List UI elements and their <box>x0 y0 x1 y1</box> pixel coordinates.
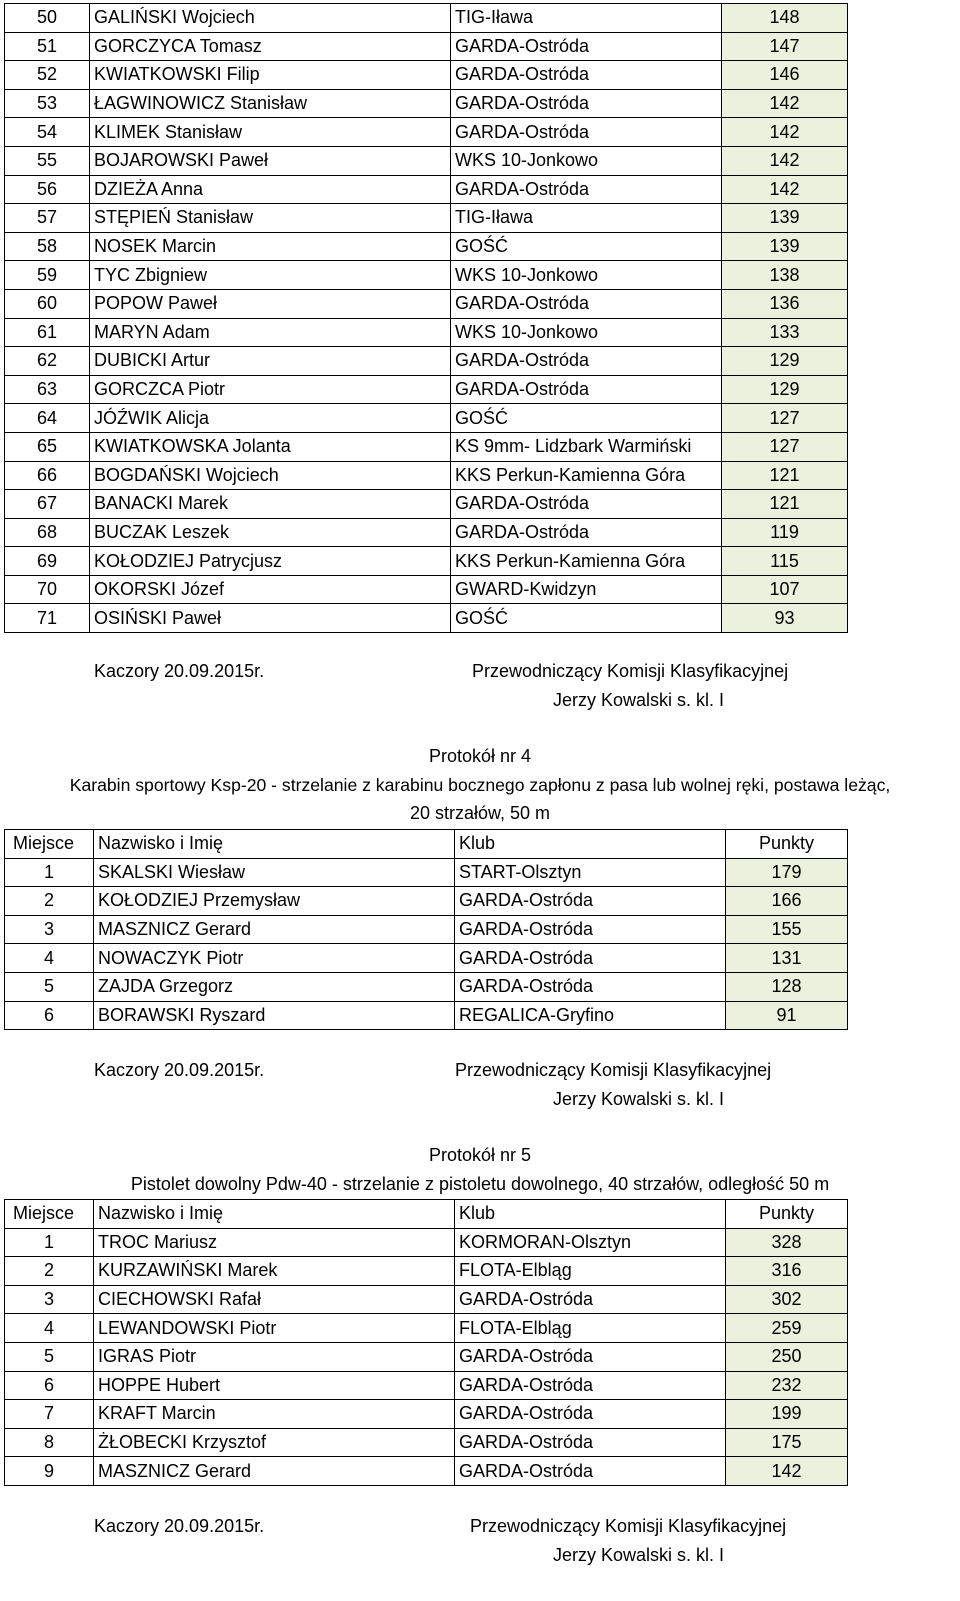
protocol-5-subtitle: Pistolet dowolny Pdw-40 - strzelanie z pistoletu dowolnego, 40 strzałów, odległość 50 m <box>130 1174 830 1194</box>
cell-club: GARDA-Ostróda <box>451 490 722 519</box>
cell-place: 5 <box>5 1342 94 1371</box>
table-row <box>5 915 848 944</box>
cell-points: 328 <box>726 1228 848 1257</box>
table-row <box>5 347 848 376</box>
cell-club: GARDA-Ostróda <box>455 1371 726 1400</box>
cell-name: NOWACZYK Piotr <box>94 944 455 973</box>
cell-points: 139 <box>722 204 848 233</box>
cell-place: 67 <box>5 490 90 519</box>
protocol-4-subtitle-line1: Karabin sportowy Ksp-20 - strzelanie z karabinu bocznego zapłonu z pasa lub wolnej ręki, postawa leżąc, <box>69 775 891 795</box>
cell-club: GARDA-Ostróda <box>455 1342 726 1371</box>
cell-name: KWIATKOWSKA Jolanta <box>90 432 451 461</box>
cell-name: DUBICKI Artur <box>90 347 451 376</box>
results-table-continued <box>4 3 848 633</box>
cell-name: KWIATKOWSKI Filip <box>90 61 451 90</box>
table-row <box>5 404 848 433</box>
cell-name: MASZNICZ Gerard <box>94 1457 455 1486</box>
cell-name: TROC Mariusz <box>94 1228 455 1257</box>
protocol-4-header-row <box>5 830 848 859</box>
cell-place: 64 <box>5 404 90 433</box>
protocol-5-body <box>5 1228 848 1485</box>
cell-place: 3 <box>5 1285 94 1314</box>
cell-name: STĘPIEŃ Stanisław <box>90 204 451 233</box>
protocol-5-header-row <box>5 1200 848 1229</box>
cell-name: KRAFT Marcin <box>94 1400 455 1429</box>
cell-club: GOŚĆ <box>451 604 722 633</box>
cell-name: HOPPE Hubert <box>94 1371 455 1400</box>
cell-name: SKALSKI Wiesław <box>94 858 455 887</box>
cell-club: GARDA-Ostróda <box>455 1428 726 1457</box>
cell-place: 4 <box>5 1314 94 1343</box>
cell-name: KURZAWIŃSKI Marek <box>94 1257 455 1286</box>
table-row <box>5 32 848 61</box>
cell-points: 232 <box>726 1371 848 1400</box>
table-row <box>5 1371 848 1400</box>
cell-place: 57 <box>5 204 90 233</box>
chair-title-1: Przewodniczący Komisji Klasyfikacyjnej <box>472 661 789 681</box>
table-row <box>5 1314 848 1343</box>
cell-points: 138 <box>722 261 848 290</box>
cell-name: GORCZCA Piotr <box>90 375 451 404</box>
cell-club: GARDA-Ostróda <box>451 32 722 61</box>
cell-points: 155 <box>726 915 848 944</box>
cell-place: 71 <box>5 604 90 633</box>
cell-place: 3 <box>5 915 94 944</box>
cell-name: IGRAS Piotr <box>94 1342 455 1371</box>
cell-place: 62 <box>5 347 90 376</box>
cell-club: WKS 10-Jonkowo <box>451 146 722 175</box>
table-row <box>5 1428 848 1457</box>
table-row <box>5 61 848 90</box>
chair-title-2: Przewodniczący Komisji Klasyfikacyjnej <box>455 1060 772 1080</box>
cell-club: GARDA-Ostróda <box>451 118 722 147</box>
cell-club: GARDA-Ostróda <box>455 972 726 1001</box>
cell-points: 179 <box>726 858 848 887</box>
cell-points: 129 <box>722 347 848 376</box>
table-row <box>5 146 848 175</box>
table-row <box>5 518 848 547</box>
cell-name: BORAWSKI Ryszard <box>94 1001 455 1030</box>
chair-name-3: Jerzy Kowalski s. kl. I <box>553 1545 725 1565</box>
table-row <box>5 232 848 261</box>
cell-place: 50 <box>5 4 90 33</box>
table-row <box>5 375 848 404</box>
cell-place: 2 <box>5 887 94 916</box>
cell-points: 121 <box>722 461 848 490</box>
cell-name: BUCZAK Leszek <box>90 518 451 547</box>
cell-points: 115 <box>722 547 848 576</box>
cell-club: GOŚĆ <box>451 232 722 261</box>
table-row <box>5 1228 848 1257</box>
cell-points: 250 <box>726 1342 848 1371</box>
cell-name: JÓŹWIK Alicja <box>90 404 451 433</box>
cell-club: KKS Perkun-Kamienna Góra <box>451 547 722 576</box>
header-club: Klub <box>455 830 726 859</box>
header-points: Punkty <box>726 1200 848 1229</box>
cell-place: 60 <box>5 289 90 318</box>
cell-name: OSIŃSKI Paweł <box>90 604 451 633</box>
cell-club: KORMORAN-Olsztyn <box>455 1228 726 1257</box>
protocol-4-title: Protokół nr 4 <box>428 746 532 766</box>
cell-points: 142 <box>722 89 848 118</box>
chair-title-3: Przewodniczący Komisji Klasyfikacyjnej <box>470 1516 787 1536</box>
table-row <box>5 432 848 461</box>
table-row <box>5 944 848 973</box>
cell-club: WKS 10-Jonkowo <box>451 261 722 290</box>
header-name: Nazwisko i Imię <box>94 830 455 859</box>
cell-points: 119 <box>722 518 848 547</box>
cell-points: 133 <box>722 318 848 347</box>
protocol-4-table <box>4 829 848 1030</box>
protocol-4-subtitle-line2: 20 strzałów, 50 m <box>409 803 551 823</box>
table-row <box>5 490 848 519</box>
cell-club: GARDA-Ostróda <box>451 518 722 547</box>
cell-points: 136 <box>722 289 848 318</box>
cell-club: GARDA-Ostróda <box>451 61 722 90</box>
cell-name: MARYN Adam <box>90 318 451 347</box>
cell-points: 127 <box>722 404 848 433</box>
cell-name: KOŁODZIEJ Przemysław <box>94 887 455 916</box>
cell-name: ŻŁOBECKI Krzysztof <box>94 1428 455 1457</box>
cell-club: FLOTA-Elbląg <box>455 1257 726 1286</box>
table-row <box>5 4 848 33</box>
cell-club: TIG-Iława <box>451 4 722 33</box>
cell-club: GARDA-Ostróda <box>451 289 722 318</box>
table-row <box>5 887 848 916</box>
cell-name: GALIŃSKI Wojciech <box>90 4 451 33</box>
chair-name-2: Jerzy Kowalski s. kl. I <box>553 1089 725 1109</box>
table-row <box>5 1285 848 1314</box>
cell-place: 52 <box>5 61 90 90</box>
cell-points: 139 <box>722 232 848 261</box>
cell-name: KLIMEK Stanisław <box>90 118 451 147</box>
cell-points: 142 <box>726 1457 848 1486</box>
cell-place: 68 <box>5 518 90 547</box>
cell-points: 107 <box>722 575 848 604</box>
cell-club: GARDA-Ostróda <box>455 915 726 944</box>
cell-place: 58 <box>5 232 90 261</box>
cell-place: 61 <box>5 318 90 347</box>
cell-club: GOŚĆ <box>451 404 722 433</box>
cell-place: 53 <box>5 89 90 118</box>
cell-name: CIECHOWSKI Rafał <box>94 1285 455 1314</box>
cell-place: 65 <box>5 432 90 461</box>
header-place: Miejsce <box>5 830 94 859</box>
cell-points: 302 <box>726 1285 848 1314</box>
table-row <box>5 575 848 604</box>
cell-points: 91 <box>726 1001 848 1030</box>
cell-name: MASZNICZ Gerard <box>94 915 455 944</box>
cell-place: 63 <box>5 375 90 404</box>
cell-place: 51 <box>5 32 90 61</box>
cell-points: 121 <box>722 490 848 519</box>
table-row <box>5 1457 848 1486</box>
cell-place: 56 <box>5 175 90 204</box>
cell-place: 6 <box>5 1001 94 1030</box>
cell-name: OKORSKI Józef <box>90 575 451 604</box>
table-row <box>5 547 848 576</box>
table-row <box>5 289 848 318</box>
results-table-body <box>5 4 848 633</box>
cell-points: 147 <box>722 32 848 61</box>
cell-club: REGALICA-Gryfino <box>455 1001 726 1030</box>
cell-place: 70 <box>5 575 90 604</box>
cell-points: 129 <box>722 375 848 404</box>
cell-name: TYC Zbigniew <box>90 261 451 290</box>
cell-name: LEWANDOWSKI Piotr <box>94 1314 455 1343</box>
table-row <box>5 261 848 290</box>
cell-place: 8 <box>5 1428 94 1457</box>
cell-place: 2 <box>5 1257 94 1286</box>
cell-points: 259 <box>726 1314 848 1343</box>
cell-points: 148 <box>722 4 848 33</box>
cell-points: 142 <box>722 118 848 147</box>
cell-place: 9 <box>5 1457 94 1486</box>
header-place: Miejsce <box>5 1200 94 1229</box>
place-date-1: Kaczory 20.09.2015r. <box>94 661 265 681</box>
cell-points: 146 <box>722 61 848 90</box>
cell-club: START-Olsztyn <box>455 858 726 887</box>
table-row <box>5 89 848 118</box>
table-row <box>5 1342 848 1371</box>
cell-place: 55 <box>5 146 90 175</box>
cell-name: BOGDAŃSKI Wojciech <box>90 461 451 490</box>
cell-points: 131 <box>726 944 848 973</box>
chair-name-1: Jerzy Kowalski s. kl. I <box>553 690 725 710</box>
cell-club: GARDA-Ostróda <box>451 347 722 376</box>
table-row <box>5 858 848 887</box>
cell-club: TIG-Iława <box>451 204 722 233</box>
cell-points: 316 <box>726 1257 848 1286</box>
cell-place: 59 <box>5 261 90 290</box>
cell-club: FLOTA-Elbląg <box>455 1314 726 1343</box>
cell-club: GARDA-Ostróda <box>455 944 726 973</box>
cell-points: 142 <box>722 175 848 204</box>
cell-place: 1 <box>5 1228 94 1257</box>
place-date-3: Kaczory 20.09.2015r. <box>94 1516 265 1536</box>
cell-name: ŁAGWINOWICZ Stanisław <box>90 89 451 118</box>
table-row <box>5 1257 848 1286</box>
header-name: Nazwisko i Imię <box>94 1200 455 1229</box>
table-row <box>5 175 848 204</box>
cell-points: 127 <box>722 432 848 461</box>
table-row <box>5 118 848 147</box>
cell-points: 199 <box>726 1400 848 1429</box>
cell-club: GARDA-Ostróda <box>455 1457 726 1486</box>
cell-place: 66 <box>5 461 90 490</box>
table-row <box>5 604 848 633</box>
cell-name: GORCZYCA Tomasz <box>90 32 451 61</box>
protocol-5-title: Protokół nr 5 <box>428 1145 532 1165</box>
table-row <box>5 204 848 233</box>
cell-club: GARDA-Ostróda <box>451 175 722 204</box>
cell-name: NOSEK Marcin <box>90 232 451 261</box>
cell-points: 128 <box>726 972 848 1001</box>
cell-name: BOJAROWSKI Paweł <box>90 146 451 175</box>
table-row <box>5 318 848 347</box>
cell-place: 5 <box>5 972 94 1001</box>
cell-club: GARDA-Ostróda <box>455 887 726 916</box>
cell-place: 4 <box>5 944 94 973</box>
cell-name: ZAJDA Grzegorz <box>94 972 455 1001</box>
header-club: Klub <box>455 1200 726 1229</box>
cell-club: GARDA-Ostróda <box>451 375 722 404</box>
header-points: Punkty <box>726 830 848 859</box>
cell-name: POPOW Paweł <box>90 289 451 318</box>
cell-club: KKS Perkun-Kamienna Góra <box>451 461 722 490</box>
table-row <box>5 1001 848 1030</box>
cell-club: GARDA-Ostróda <box>455 1285 726 1314</box>
cell-place: 6 <box>5 1371 94 1400</box>
cell-place: 1 <box>5 858 94 887</box>
cell-place: 54 <box>5 118 90 147</box>
cell-club: WKS 10-Jonkowo <box>451 318 722 347</box>
cell-points: 142 <box>722 146 848 175</box>
cell-name: DZIEŻA Anna <box>90 175 451 204</box>
protocol-4-body <box>5 858 848 1030</box>
cell-club: KS 9mm- Lidzbark Warmiński <box>451 432 722 461</box>
cell-points: 93 <box>722 604 848 633</box>
cell-club: GWARD-Kwidzyn <box>451 575 722 604</box>
cell-club: GARDA-Ostróda <box>451 89 722 118</box>
cell-place: 7 <box>5 1400 94 1429</box>
cell-club: GARDA-Ostróda <box>455 1400 726 1429</box>
place-date-2: Kaczory 20.09.2015r. <box>94 1060 265 1080</box>
cell-name: KOŁODZIEJ Patrycjusz <box>90 547 451 576</box>
table-row <box>5 1400 848 1429</box>
cell-points: 166 <box>726 887 848 916</box>
table-row <box>5 972 848 1001</box>
protocol-5-table <box>4 1199 848 1486</box>
cell-points: 175 <box>726 1428 848 1457</box>
table-row <box>5 461 848 490</box>
cell-name: BANACKI Marek <box>90 490 451 519</box>
cell-place: 69 <box>5 547 90 576</box>
